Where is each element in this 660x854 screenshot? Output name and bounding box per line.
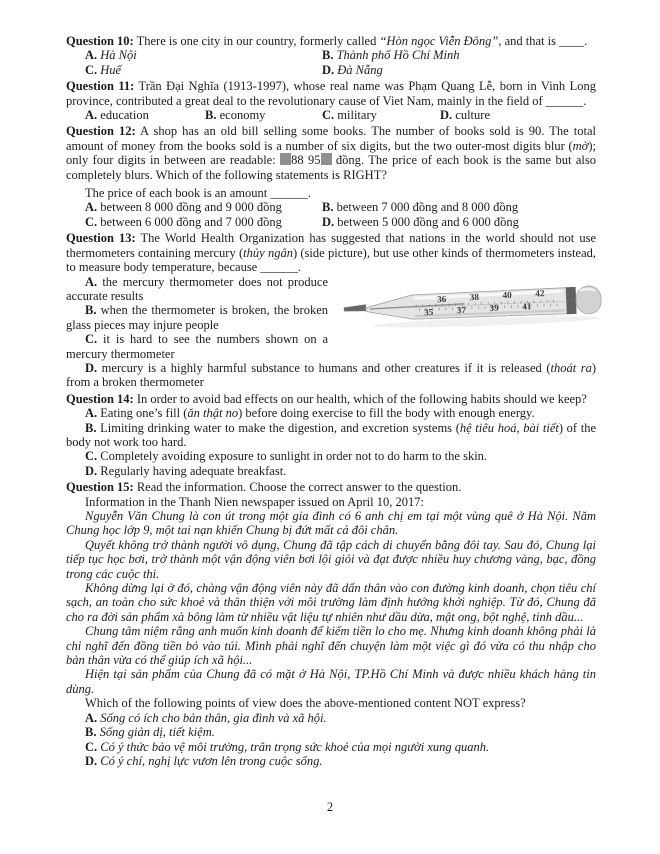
option-c: C. between 6 000 đồng and 7 000 đồng bbox=[85, 214, 282, 229]
option-a: A. Hà Nội bbox=[85, 48, 137, 63]
question-15-paragraph: Nguyễn Văn Chung là con út trong một gia đình có 6 anh chị em tại một vùng quê ở Hà Nội. Năm Chung học lớp 9, một tai nạn khiến Chung bị đứt mất cả đôi chân. bbox=[66, 509, 596, 538]
question-15-paragraph: Không dừng lại ở đó, chàng vận động viên này đã dấn thân vào con đường kinh doanh, chọn tiêu chí sạch, an toàn cho sức khoẻ và thân thiện với môi trường làm định hướng khởi nghiệp. Từ đó, Chung đã cho ra đời sản phẩm xà bông làm từ nhiều vật liệu tự nhiên như dầu dừa, mật ong, bột nghệ, tinh dầu... bbox=[66, 581, 596, 624]
option-c: C. Huế bbox=[85, 62, 122, 77]
option-d: D. between 5 000 đồng and 6 000 đồng bbox=[322, 214, 519, 229]
question-15-stem: Question 15: Read the information. Choose the correct answer to the question. bbox=[66, 480, 462, 495]
thermo-number: 38 bbox=[469, 291, 480, 302]
question-15-paragraph: Quyết không trở thành người vô dụng, Chung đã tập cách di chuyển bằng đôi tay. Sau đó, Chung lại tiếp tục học bơi, trở thành một vận động viên bơi lội giỏi và đạt được nhiều huy chương vàng, bạc, đồng trong các cuộc thi. bbox=[66, 537, 596, 581]
option-d: D. mercury is a highly harmful substance to humans and other creatures if it is released (thoát ra) from a broken thermometer bbox=[66, 360, 596, 390]
question-13-stem: Question 13: The World Health Organization has suggested that nations in the world should not use thermometers containing mercury (thủy ngân) (side picture), but use other kinds of thermometers instead, to measure body temperature, because ______. bbox=[66, 231, 596, 275]
question-15-question-line: Which of the following points of view does the above-mentioned content NOT express? bbox=[85, 696, 526, 711]
option-b: B. Sống giản dị, tiết kiệm. bbox=[85, 725, 215, 740]
option-a: A. the mercury thermometer does not produce accurate results bbox=[66, 274, 329, 303]
option-d: D. Đà Nẵng bbox=[322, 62, 383, 77]
option-d: D. culture bbox=[440, 108, 490, 123]
thermo-number: 36 bbox=[436, 293, 447, 304]
option-a: A. education bbox=[85, 108, 149, 123]
question-10-options-row-2 bbox=[66, 63, 596, 77]
question-12-options-row-1 bbox=[66, 200, 596, 214]
question-15-paragraph: Hiện tại sản phẩm của Chung đã có mặt ở Hà Nội, TP.Hồ Chí Minh và được nhiều khách hàng tin dùng. bbox=[66, 667, 596, 696]
option-d: D. Regularly having adequate breakfast. bbox=[85, 463, 287, 478]
option-b: B. Limiting drinking water to make the digestion, and excretion systems (hệ tiêu hoá, bài tiết) of the body not work too hard. bbox=[66, 420, 596, 449]
option-a: A. between 8 000 đồng and 9 000 đồng bbox=[85, 200, 282, 215]
thermo-number: 35 bbox=[423, 306, 434, 317]
question-15-source-line: Information in the Thanh Nien newspaper issued on April 10, 2017: bbox=[85, 494, 424, 509]
option-b: B. Thành phố Hồ Chí Minh bbox=[322, 48, 460, 63]
question-10 bbox=[66, 34, 596, 77]
question-15-paragraph: Chung tâm niệm rằng anh muốn kinh doanh để kiếm tiền lo cho mẹ. Nhưng kinh doanh không phải là chỉ nghĩ đến đồng tiền bỏ vào túi. Mình phải nghĩ đến chuyện làm một việc gì đó vừa có thu nhập cho bản thân vừa có thể giúp ích xã hội... bbox=[66, 624, 596, 668]
thermo-number: 41 bbox=[522, 300, 532, 311]
question-13 bbox=[66, 231, 596, 389]
option-b: B. economy bbox=[205, 108, 266, 123]
thermo-number: 42 bbox=[535, 287, 545, 298]
question-11-stem: Question 11: Trần Đại Nghĩa (1913-1997), whose real name was Phạm Quang Lễ, born in Vinh Long province, contributed a great deal to the revolutionary cause of Viet Nam, mainly in the field of ______. bbox=[66, 79, 596, 108]
question-11-options-row bbox=[66, 108, 596, 122]
question-12-subline: The price of each book is an amount ______. bbox=[85, 186, 311, 201]
option-c: C. it is hard to see the numbers shown on a mercury thermometer bbox=[66, 332, 329, 361]
thermo-number: 40 bbox=[502, 289, 512, 300]
question-11 bbox=[66, 79, 596, 122]
option-d: D. Có ý chí, nghị lực vươn lên trong cuộc sống. bbox=[85, 753, 323, 768]
question-12-stem: Question 12: A shop has an old bill selling some books. The number of books sold is 90. The total amount of money from the books sold is a number of six digits, but the two outer-most digits blur (mờ); only four digits in between are readable: 88 95 đồng. The price of each book is the same but also completely blurs. Which of the following statements is RIGHT? bbox=[66, 124, 596, 182]
option-b: B. between 7 000 đồng and 8 000 đồng bbox=[322, 200, 519, 215]
option-c: C. Có ý thức bảo vệ môi trường, trân trọng sức khoẻ của mọi người xung quanh. bbox=[85, 739, 490, 754]
question-13-options bbox=[66, 275, 596, 390]
question-10-options-row-1 bbox=[66, 48, 596, 62]
question-12 bbox=[66, 124, 596, 229]
option-b: B. when the thermometer is broken, the broken glass pieces may injure people bbox=[66, 303, 328, 332]
option-a: A. Sống có ích cho bản thân, gia đình và xã hội. bbox=[85, 710, 327, 725]
thermo-number: 37 bbox=[456, 304, 467, 315]
option-c: C. Completely avoiding exposure to sunlight in order not to do harm to the skin. bbox=[85, 449, 488, 464]
thermometer-image bbox=[336, 277, 608, 331]
option-c: C. military bbox=[322, 108, 377, 123]
question-10-stem: Question 10: There is one city in our country, formerly called “Hòn ngọc Viễn Đông”, and that is ____. bbox=[66, 34, 588, 48]
page-number: 2 bbox=[326, 799, 334, 814]
thermo-number: 39 bbox=[489, 302, 499, 313]
question-15 bbox=[66, 480, 596, 768]
option-a: A. Eating one’s fill (ăn thật no) before doing exercise to fill the body with enough energy. bbox=[85, 406, 535, 421]
question-14 bbox=[66, 392, 596, 478]
question-12-options-row-2 bbox=[66, 215, 596, 229]
question-14-stem: Question 14: In order to avoid bad effects on our health, which of the following habits should we keep? bbox=[66, 391, 587, 406]
